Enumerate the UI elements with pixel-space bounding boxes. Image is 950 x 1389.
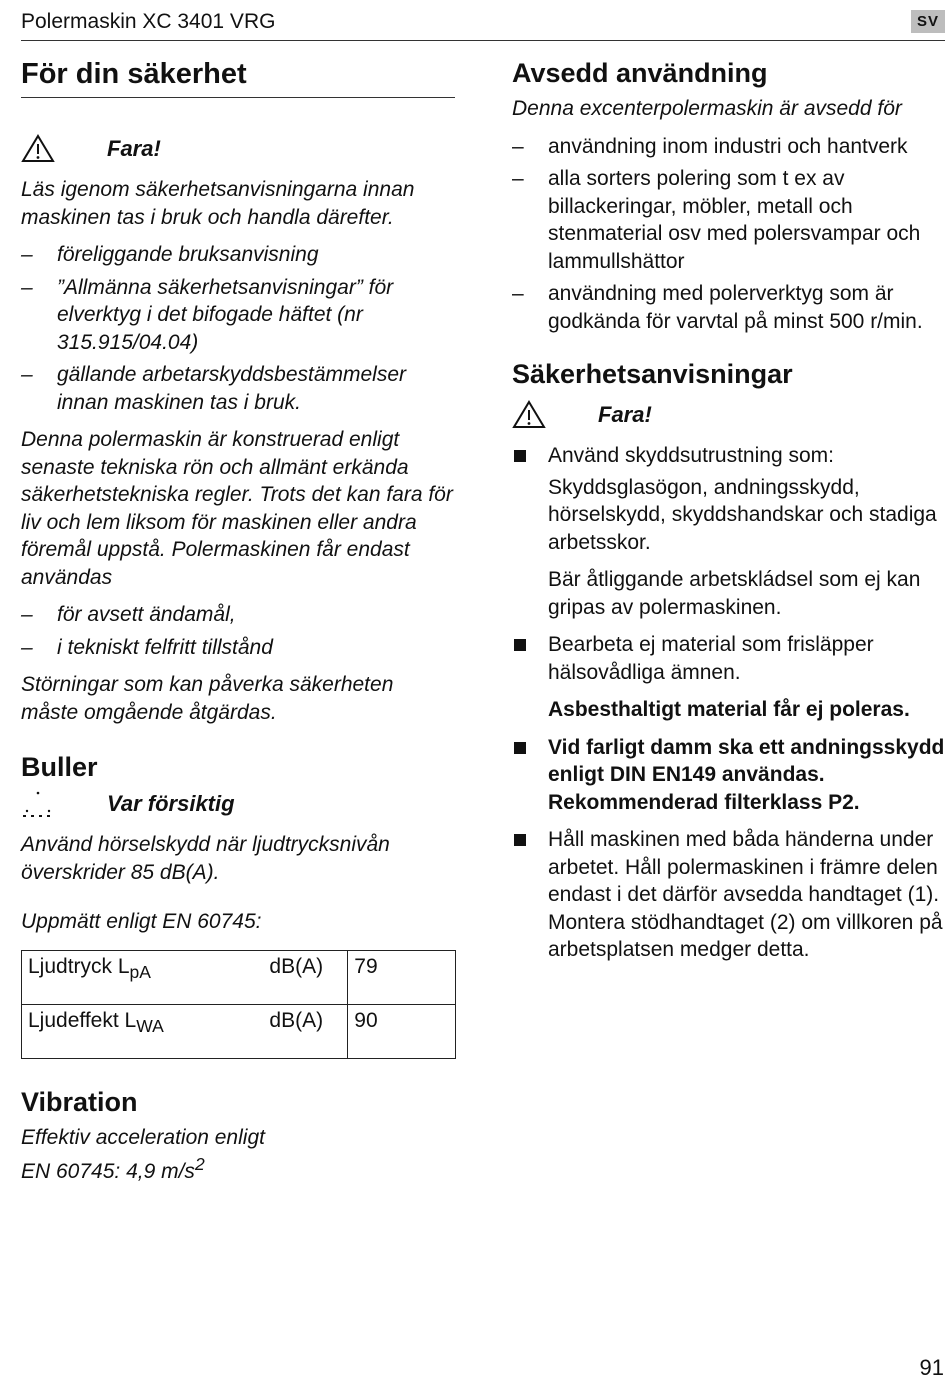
square-bullet-icon — [514, 639, 526, 651]
table-row: Ljudtryck $L_{pA}$ dB(A) 79 — [22, 950, 456, 1004]
intended-use-intro: Denna excenterpolermaskin är avsedd för — [512, 97, 902, 120]
list-item: Använd skyddsutrustning som: Skyddsglasögon, andningsskydd, hörselskydd, skyddshandskar och stadiga arbetsskor. Bär åtliggande arbetskládsel som ej kan gripas av polermaskinen. — [512, 442, 948, 621]
danger-warning — [512, 400, 948, 430]
list-item: – ”Allmänna säkerhetsanvisningar” för elverktyg i det bifogade häftet (nr 315.915/04.04) — [21, 275, 394, 354]
list-item: Håll maskinen med båda händerna under arbetet. Håll polermaskinen i främre delen endast i det därför avsedda handtaget (1). Montera stödhandtaget (2) om villkoren på arbetsplatsen medger detta. — [512, 826, 948, 964]
left-column — [21, 58, 455, 1196]
safety-list-1 — [21, 241, 455, 416]
noise-measured-label: Uppmätt enligt EN 60745: — [21, 910, 262, 933]
safety-instructions-list — [512, 442, 948, 964]
list-item: – föreliggande bruksanvisning — [21, 243, 319, 266]
square-bullet-icon — [514, 450, 526, 462]
list-item: Bearbeta ej material som frisläpper hälsovådliga ämnen. Asbesthaltigt material får ej poleras. — [512, 631, 948, 724]
page-header — [21, 8, 945, 41]
safety-intro: Läs igenom säkerhetsanvisningarna innan maskinen tas i bruk och handla därefter. — [21, 178, 415, 229]
warning-triangle-icon — [21, 134, 55, 164]
square-bullet-icon — [514, 742, 526, 754]
caution-icon — [21, 789, 55, 819]
safety-heading: För din säkerhet — [21, 58, 247, 90]
danger-warning — [21, 134, 455, 164]
language-badge: SV — [911, 10, 945, 33]
warning-triangle-icon — [512, 400, 546, 430]
safety-disturbance-note: Störningar som kan påverka säkerheten måste omgående åtgärdas. — [21, 673, 394, 724]
safety-paragraph: Denna polermaskin är konstruerad enligt senaste tekniska rön och allmänt erkända säkerhetstekniska regler. Trots det kan fara för liv och lem liksom för maskinen eller andra föremål uppstå. Polermaskinen får endast användas — [21, 428, 453, 589]
safety-instructions-heading: Säkerhetsanvisningar — [512, 359, 793, 389]
danger-label: Fara! — [107, 136, 161, 161]
list-item: – användning med polerverktyg som är godkända för varvtal på minst 500 r/min. — [512, 282, 923, 333]
square-bullet-icon — [514, 834, 526, 846]
heading-divider — [21, 97, 455, 98]
safety-list-2 — [21, 601, 455, 661]
list-item: Vid farligt damm ska ett andningsskydd enligt DIN EN149 användas. Rekommenderad filterklass P2. — [512, 734, 948, 817]
danger-label: Fara! — [598, 402, 652, 427]
caution-warning — [21, 789, 455, 819]
document-title: Polermaskin XC 3401 VRG — [21, 10, 276, 33]
page-number: 91 — [919, 1355, 944, 1380]
right-column — [512, 58, 948, 974]
vibration-heading: Vibration — [21, 1086, 138, 1117]
intended-use-list — [512, 133, 948, 336]
list-item: – gällande arbetarskyddsbestämmelser innan maskinen tas i bruk. — [21, 363, 407, 414]
intended-use-heading: Avsedd användning — [512, 58, 768, 88]
caution-label: Var försiktig — [107, 791, 235, 816]
table-row: Ljudeffekt $L_{WA}$ dB(A) 90 — [22, 1004, 456, 1058]
list-item: – användning inom industri och hantverk — [512, 134, 908, 158]
list-item: – för avsett ändamål, — [21, 603, 236, 626]
vibration-text: Effektiv acceleration enligt EN 60745: 4,9 $m/s^2$ — [21, 1125, 265, 1183]
list-item: – alla sorters polering som t ex av billackeringar, möbler, metall och stenmaterial osv med polersvampar och lammullshättor — [512, 167, 921, 273]
noise-text: Använd hörselskydd när ljudtrycksnivån överskrider 85 dB(A). — [21, 833, 390, 884]
list-item: – i tekniskt felfritt tillstånd — [21, 635, 273, 659]
noise-heading: Buller — [21, 752, 98, 782]
noise-table — [21, 950, 456, 1059]
